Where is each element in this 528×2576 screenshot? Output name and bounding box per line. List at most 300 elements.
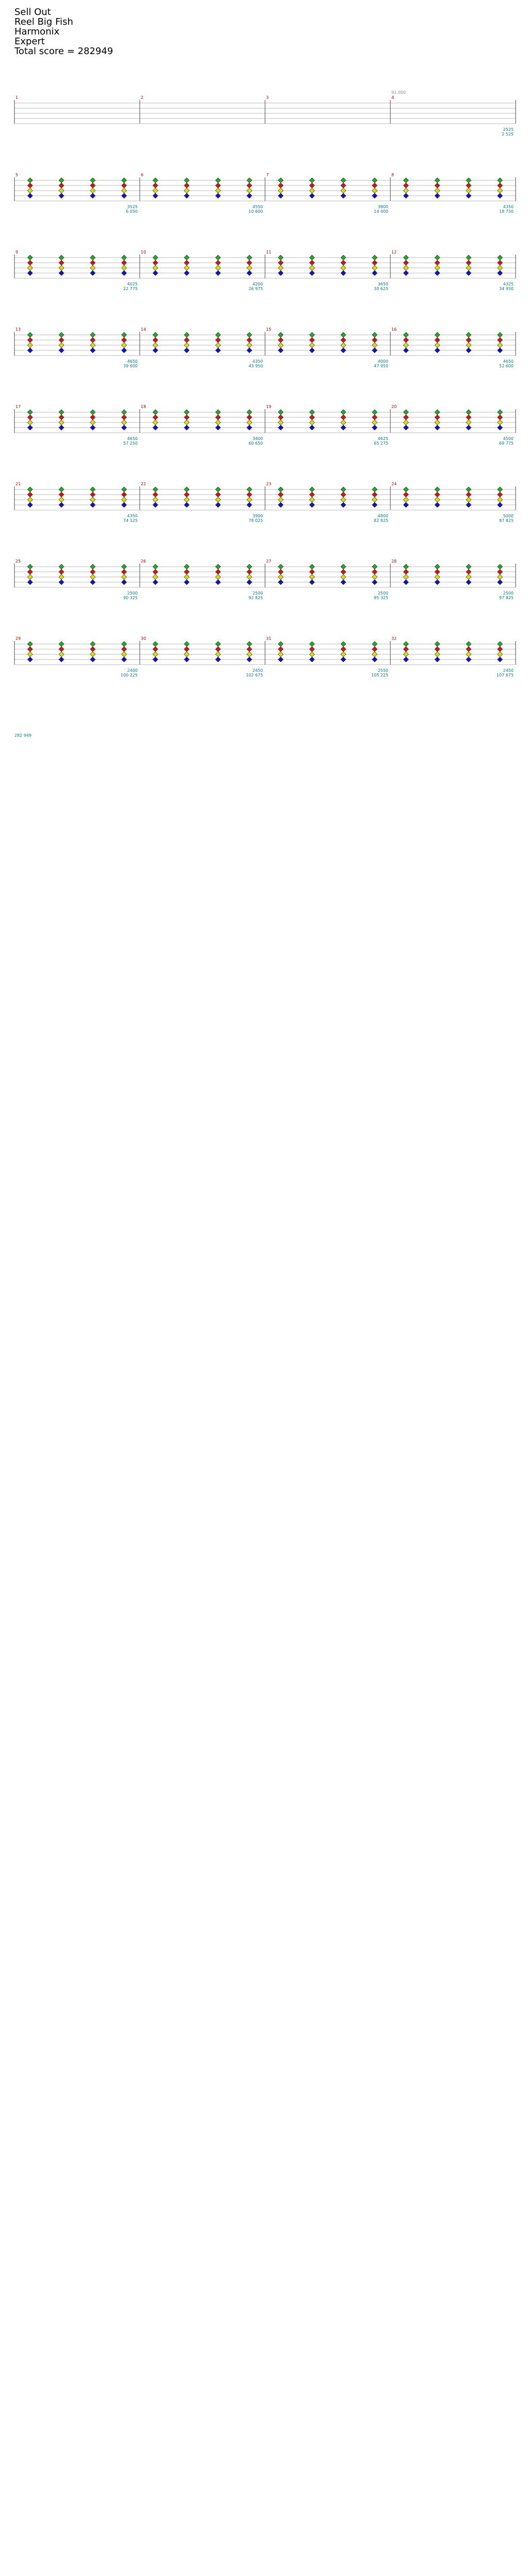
note-gem xyxy=(403,564,408,569)
note-gem xyxy=(216,574,221,580)
note-gem xyxy=(403,183,408,188)
note-gem xyxy=(498,265,503,270)
measure-score: 2450 xyxy=(252,668,263,673)
note-gem xyxy=(122,183,127,188)
note-gem xyxy=(122,657,127,662)
note-gem xyxy=(90,564,95,569)
note-gem xyxy=(372,497,377,502)
note-gem xyxy=(27,569,32,574)
cumulative-score: 107 675 xyxy=(496,673,514,677)
note-gem xyxy=(216,178,221,183)
measure-score: 2400 xyxy=(127,668,138,673)
note-gem xyxy=(435,410,440,415)
note-gem xyxy=(403,332,408,337)
note-gem xyxy=(153,574,158,580)
measure-score: 2500 xyxy=(377,591,388,596)
note-gem xyxy=(341,188,346,193)
note-gem xyxy=(309,425,315,430)
note-gem xyxy=(403,343,408,348)
note-gem xyxy=(403,410,408,415)
note-gem xyxy=(153,193,158,198)
note-gem xyxy=(122,569,127,574)
cumulative-score: 52 600 xyxy=(499,364,514,368)
note-gem xyxy=(403,497,408,502)
note-gem xyxy=(498,255,503,260)
note-gem xyxy=(278,265,283,270)
note-gem xyxy=(403,265,408,270)
note-gem xyxy=(341,564,346,569)
measure-score: 2525 xyxy=(503,127,514,132)
note-gem xyxy=(403,260,408,265)
note-gem xyxy=(122,265,127,270)
cumulative-score: 26 975 xyxy=(249,286,263,291)
note-gem xyxy=(184,415,189,420)
note-gem xyxy=(59,487,64,492)
note-gem xyxy=(247,502,252,507)
note-gem xyxy=(341,641,346,647)
note-gem xyxy=(341,193,346,198)
note-gem xyxy=(90,487,95,492)
cumulative-score: 97 825 xyxy=(499,596,514,600)
measure-score: 4000 xyxy=(377,359,388,364)
cumulative-score: 105 225 xyxy=(371,673,388,677)
note-gem xyxy=(153,255,158,260)
note-gem xyxy=(466,415,471,420)
note-gem xyxy=(27,420,32,425)
cumulative-score: 82 825 xyxy=(374,518,388,523)
note-gem xyxy=(466,574,471,580)
measure-number: 1 xyxy=(15,95,19,100)
note-gem xyxy=(309,260,315,265)
note-gem xyxy=(466,348,471,353)
note-gem xyxy=(403,569,408,574)
note-gem xyxy=(466,569,471,574)
note-gem xyxy=(90,569,95,574)
note-gem xyxy=(435,193,440,198)
note-gem xyxy=(403,580,408,585)
measure-number: 19 xyxy=(266,404,272,409)
note-gem xyxy=(27,332,32,337)
note-gem xyxy=(59,420,64,425)
note-gem xyxy=(372,178,377,183)
note-gem xyxy=(403,188,408,193)
note-gem xyxy=(90,580,95,585)
note-gem xyxy=(372,348,377,353)
note-gem xyxy=(90,647,95,652)
note-gem xyxy=(309,641,315,647)
note-gem xyxy=(122,343,127,348)
note-gem xyxy=(153,657,158,662)
note-gem xyxy=(341,652,346,657)
note-gem xyxy=(27,574,32,580)
note-gem xyxy=(309,647,315,652)
note-gem xyxy=(27,487,32,492)
note-gem xyxy=(278,497,283,502)
note-gem xyxy=(341,492,346,497)
note-gem xyxy=(372,487,377,492)
note-gem xyxy=(216,193,221,198)
note-gem xyxy=(466,178,471,183)
note-gem xyxy=(216,420,221,425)
note-gem xyxy=(278,420,283,425)
note-gem xyxy=(184,425,189,430)
note-gem xyxy=(341,270,346,276)
note-gem xyxy=(498,343,503,348)
note-gem xyxy=(59,337,64,343)
note-gem xyxy=(184,492,189,497)
note-gem xyxy=(466,657,471,662)
note-gem xyxy=(278,337,283,343)
note-gem xyxy=(341,420,346,425)
cumulative-score: 47 950 xyxy=(374,364,388,368)
note-gem xyxy=(466,260,471,265)
note-gem xyxy=(59,255,64,260)
note-gem xyxy=(153,497,158,502)
measure-number: 23 xyxy=(266,482,272,486)
note-gem xyxy=(372,647,377,652)
measure-number: 5 xyxy=(15,173,19,177)
note-gem xyxy=(216,647,221,652)
note-gem xyxy=(341,255,346,260)
cumulative-score: 30 625 xyxy=(374,286,388,291)
note-gem xyxy=(27,193,32,198)
note-gem xyxy=(153,647,158,652)
note-gem xyxy=(341,343,346,348)
note-gem xyxy=(278,647,283,652)
measure-number: 18 xyxy=(141,404,146,409)
note-gem xyxy=(372,502,377,507)
note-gem xyxy=(59,497,64,502)
note-gem xyxy=(59,652,64,657)
note-gem xyxy=(278,657,283,662)
note-gem xyxy=(216,343,221,348)
measure-score: 4625 xyxy=(377,436,388,441)
note-gem xyxy=(372,332,377,337)
note-gem xyxy=(372,410,377,415)
note-gem xyxy=(498,410,503,415)
note-gem xyxy=(372,193,377,198)
note-gem xyxy=(59,569,64,574)
cumulative-score: 22 775 xyxy=(123,286,138,291)
measure-score: 4550 xyxy=(252,205,263,209)
note-gem xyxy=(372,265,377,270)
note-gem xyxy=(59,415,64,420)
measure-score: 3525 xyxy=(127,205,138,209)
note-gem xyxy=(247,647,252,652)
note-gem xyxy=(153,337,158,343)
note-gem xyxy=(59,260,64,265)
note-gem xyxy=(435,497,440,502)
note-gem xyxy=(184,420,189,425)
cumulative-score: 34 950 xyxy=(499,286,514,291)
note-gem xyxy=(216,652,221,657)
note-gem xyxy=(27,415,32,420)
measure-score: 3400 xyxy=(252,436,263,441)
note-gem xyxy=(153,183,158,188)
song-artist: Reel Big Fish xyxy=(14,16,73,27)
note-gem xyxy=(153,652,158,657)
note-gem xyxy=(122,270,127,276)
note-gem xyxy=(247,657,252,662)
note-gem xyxy=(216,332,221,337)
note-gem xyxy=(341,647,346,652)
measure-number: 3 xyxy=(266,95,269,100)
note-gem xyxy=(435,343,440,348)
measure-number: 6 xyxy=(141,173,144,177)
note-gem xyxy=(498,652,503,657)
note-gem xyxy=(403,641,408,647)
note-gem xyxy=(498,332,503,337)
note-gem xyxy=(153,564,158,569)
note-gem xyxy=(90,188,95,193)
note-gem xyxy=(498,492,503,497)
note-gem xyxy=(372,337,377,343)
measure-number: 7 xyxy=(266,173,269,177)
note-gem xyxy=(122,425,127,430)
measure-number: 32 xyxy=(391,636,397,641)
note-gem xyxy=(403,647,408,652)
note-gem xyxy=(122,178,127,183)
note-gem xyxy=(247,178,252,183)
measure-number: 28 xyxy=(391,559,397,564)
measure-score: 4650 xyxy=(127,436,138,441)
measure-score: 4650 xyxy=(503,359,514,364)
note-gem xyxy=(216,183,221,188)
note-gem xyxy=(27,410,32,415)
note-gem xyxy=(372,420,377,425)
note-gem xyxy=(278,188,283,193)
note-gem xyxy=(466,188,471,193)
note-gem xyxy=(27,564,32,569)
note-gem xyxy=(278,425,283,430)
note-gem xyxy=(90,574,95,580)
measure-number: 30 xyxy=(141,636,146,641)
note-gem xyxy=(27,348,32,353)
note-gem xyxy=(341,183,346,188)
note-gem xyxy=(216,425,221,430)
note-gem xyxy=(122,255,127,260)
note-gem xyxy=(216,348,221,353)
note-gem xyxy=(247,492,252,497)
note-gem xyxy=(372,492,377,497)
note-gem xyxy=(309,492,315,497)
note-gem xyxy=(59,580,64,585)
note-gem xyxy=(90,502,95,507)
note-gem xyxy=(27,270,32,276)
note-gem xyxy=(341,260,346,265)
note-gem xyxy=(466,193,471,198)
note-gem xyxy=(153,580,158,585)
note-gem xyxy=(216,410,221,415)
note-gem xyxy=(435,569,440,574)
measure-score: 4200 xyxy=(252,282,263,286)
note-gem xyxy=(278,183,283,188)
note-gem xyxy=(466,183,471,188)
note-gem xyxy=(309,348,315,353)
note-gem xyxy=(498,415,503,420)
note-gem xyxy=(184,270,189,276)
note-gem xyxy=(27,183,32,188)
measure-number: 2 xyxy=(141,95,144,100)
note-gem xyxy=(278,260,283,265)
note-gem xyxy=(59,343,64,348)
cumulative-score: 90 325 xyxy=(123,596,138,600)
note-gem xyxy=(435,348,440,353)
note-gem xyxy=(247,425,252,430)
note-gem xyxy=(153,343,158,348)
note-gem xyxy=(372,652,377,657)
note-gem xyxy=(403,487,408,492)
note-gem xyxy=(278,502,283,507)
note-gem xyxy=(216,564,221,569)
note-gem xyxy=(341,348,346,353)
note-gem xyxy=(90,337,95,343)
cumulative-score: 43 950 xyxy=(249,364,263,368)
note-gem xyxy=(341,497,346,502)
note-gem xyxy=(247,255,252,260)
note-gem xyxy=(122,564,127,569)
note-gem xyxy=(247,260,252,265)
tempo-label: 91.000 xyxy=(391,90,406,95)
note-gem xyxy=(27,343,32,348)
note-gem xyxy=(372,343,377,348)
note-gem xyxy=(309,193,315,198)
note-gem xyxy=(498,657,503,662)
note-gem xyxy=(27,647,32,652)
note-gem xyxy=(498,502,503,507)
note-gem xyxy=(372,415,377,420)
song-instrument: Harmonix xyxy=(14,26,60,37)
note-gem xyxy=(278,580,283,585)
note-gem xyxy=(498,564,503,569)
note-gem xyxy=(247,337,252,343)
note-gem xyxy=(498,420,503,425)
measure-score: 3900 xyxy=(252,514,263,518)
note-gem xyxy=(59,492,64,497)
note-gem xyxy=(341,580,346,585)
note-gem xyxy=(372,564,377,569)
note-gem xyxy=(27,188,32,193)
note-gem xyxy=(435,492,440,497)
note-gem xyxy=(90,348,95,353)
note-gem xyxy=(466,420,471,425)
note-gem xyxy=(247,574,252,580)
cumulative-score: 74 125 xyxy=(123,518,138,523)
measure-number: 4 xyxy=(391,95,394,100)
note-gem xyxy=(153,425,158,430)
note-gem xyxy=(59,183,64,188)
cumulative-score: 92 825 xyxy=(249,596,263,600)
note-gem xyxy=(27,657,32,662)
note-gem xyxy=(216,569,221,574)
note-gem xyxy=(466,641,471,647)
measure-score: 4800 xyxy=(377,514,388,518)
note-gem xyxy=(466,410,471,415)
note-gem xyxy=(498,337,503,343)
note-gem xyxy=(435,487,440,492)
note-gem xyxy=(216,497,221,502)
note-gem xyxy=(122,415,127,420)
note-gem xyxy=(498,574,503,580)
note-gem xyxy=(341,425,346,430)
note-gem xyxy=(435,188,440,193)
note-gem xyxy=(216,657,221,662)
note-gem xyxy=(122,641,127,647)
note-gem xyxy=(184,348,189,353)
note-gem xyxy=(466,502,471,507)
note-gem xyxy=(341,265,346,270)
note-gem xyxy=(184,647,189,652)
note-gem xyxy=(498,348,503,353)
note-gem xyxy=(153,348,158,353)
measure-number: 15 xyxy=(266,327,272,332)
note-gem xyxy=(216,270,221,276)
note-gem xyxy=(59,502,64,507)
note-gem xyxy=(184,502,189,507)
note-gem xyxy=(341,178,346,183)
note-gem xyxy=(435,502,440,507)
note-gem xyxy=(59,270,64,276)
note-gem xyxy=(435,652,440,657)
note-gem xyxy=(372,569,377,574)
note-gem xyxy=(466,580,471,585)
note-gem xyxy=(153,265,158,270)
note-gem xyxy=(90,332,95,337)
note-gem xyxy=(435,425,440,430)
cumulative-score: 60 650 xyxy=(249,441,263,446)
note-gem xyxy=(122,410,127,415)
note-gem xyxy=(122,348,127,353)
total-score: Total score = 282949 xyxy=(14,46,113,57)
note-gem xyxy=(341,415,346,420)
note-gem xyxy=(278,569,283,574)
note-gem xyxy=(216,337,221,343)
measure-score: 4350 xyxy=(127,514,138,518)
note-gem xyxy=(216,641,221,647)
cumulative-score: 18 750 xyxy=(499,209,514,214)
note-gem xyxy=(90,497,95,502)
note-gem xyxy=(309,415,315,420)
note-gem xyxy=(184,183,189,188)
note-gem xyxy=(466,332,471,337)
note-gem xyxy=(184,410,189,415)
note-gem xyxy=(216,255,221,260)
note-gem xyxy=(59,265,64,270)
note-gem xyxy=(278,415,283,420)
note-gem xyxy=(247,193,252,198)
note-gem xyxy=(435,647,440,652)
note-gem xyxy=(466,487,471,492)
note-gem xyxy=(90,425,95,430)
note-gem xyxy=(153,270,158,276)
note-gem xyxy=(372,260,377,265)
note-gem xyxy=(90,265,95,270)
measure-score: 4350 xyxy=(252,359,263,364)
note-gem xyxy=(309,487,315,492)
note-gem xyxy=(278,641,283,647)
note-gem xyxy=(341,502,346,507)
measure-number: 17 xyxy=(15,404,21,409)
measure-number: 29 xyxy=(15,636,21,641)
note-gem xyxy=(247,415,252,420)
note-gem xyxy=(27,652,32,657)
note-gem xyxy=(247,348,252,353)
note-gem xyxy=(59,193,64,198)
note-gem xyxy=(247,497,252,502)
note-gem xyxy=(278,255,283,260)
note-gem xyxy=(153,502,158,507)
note-gem xyxy=(498,260,503,265)
